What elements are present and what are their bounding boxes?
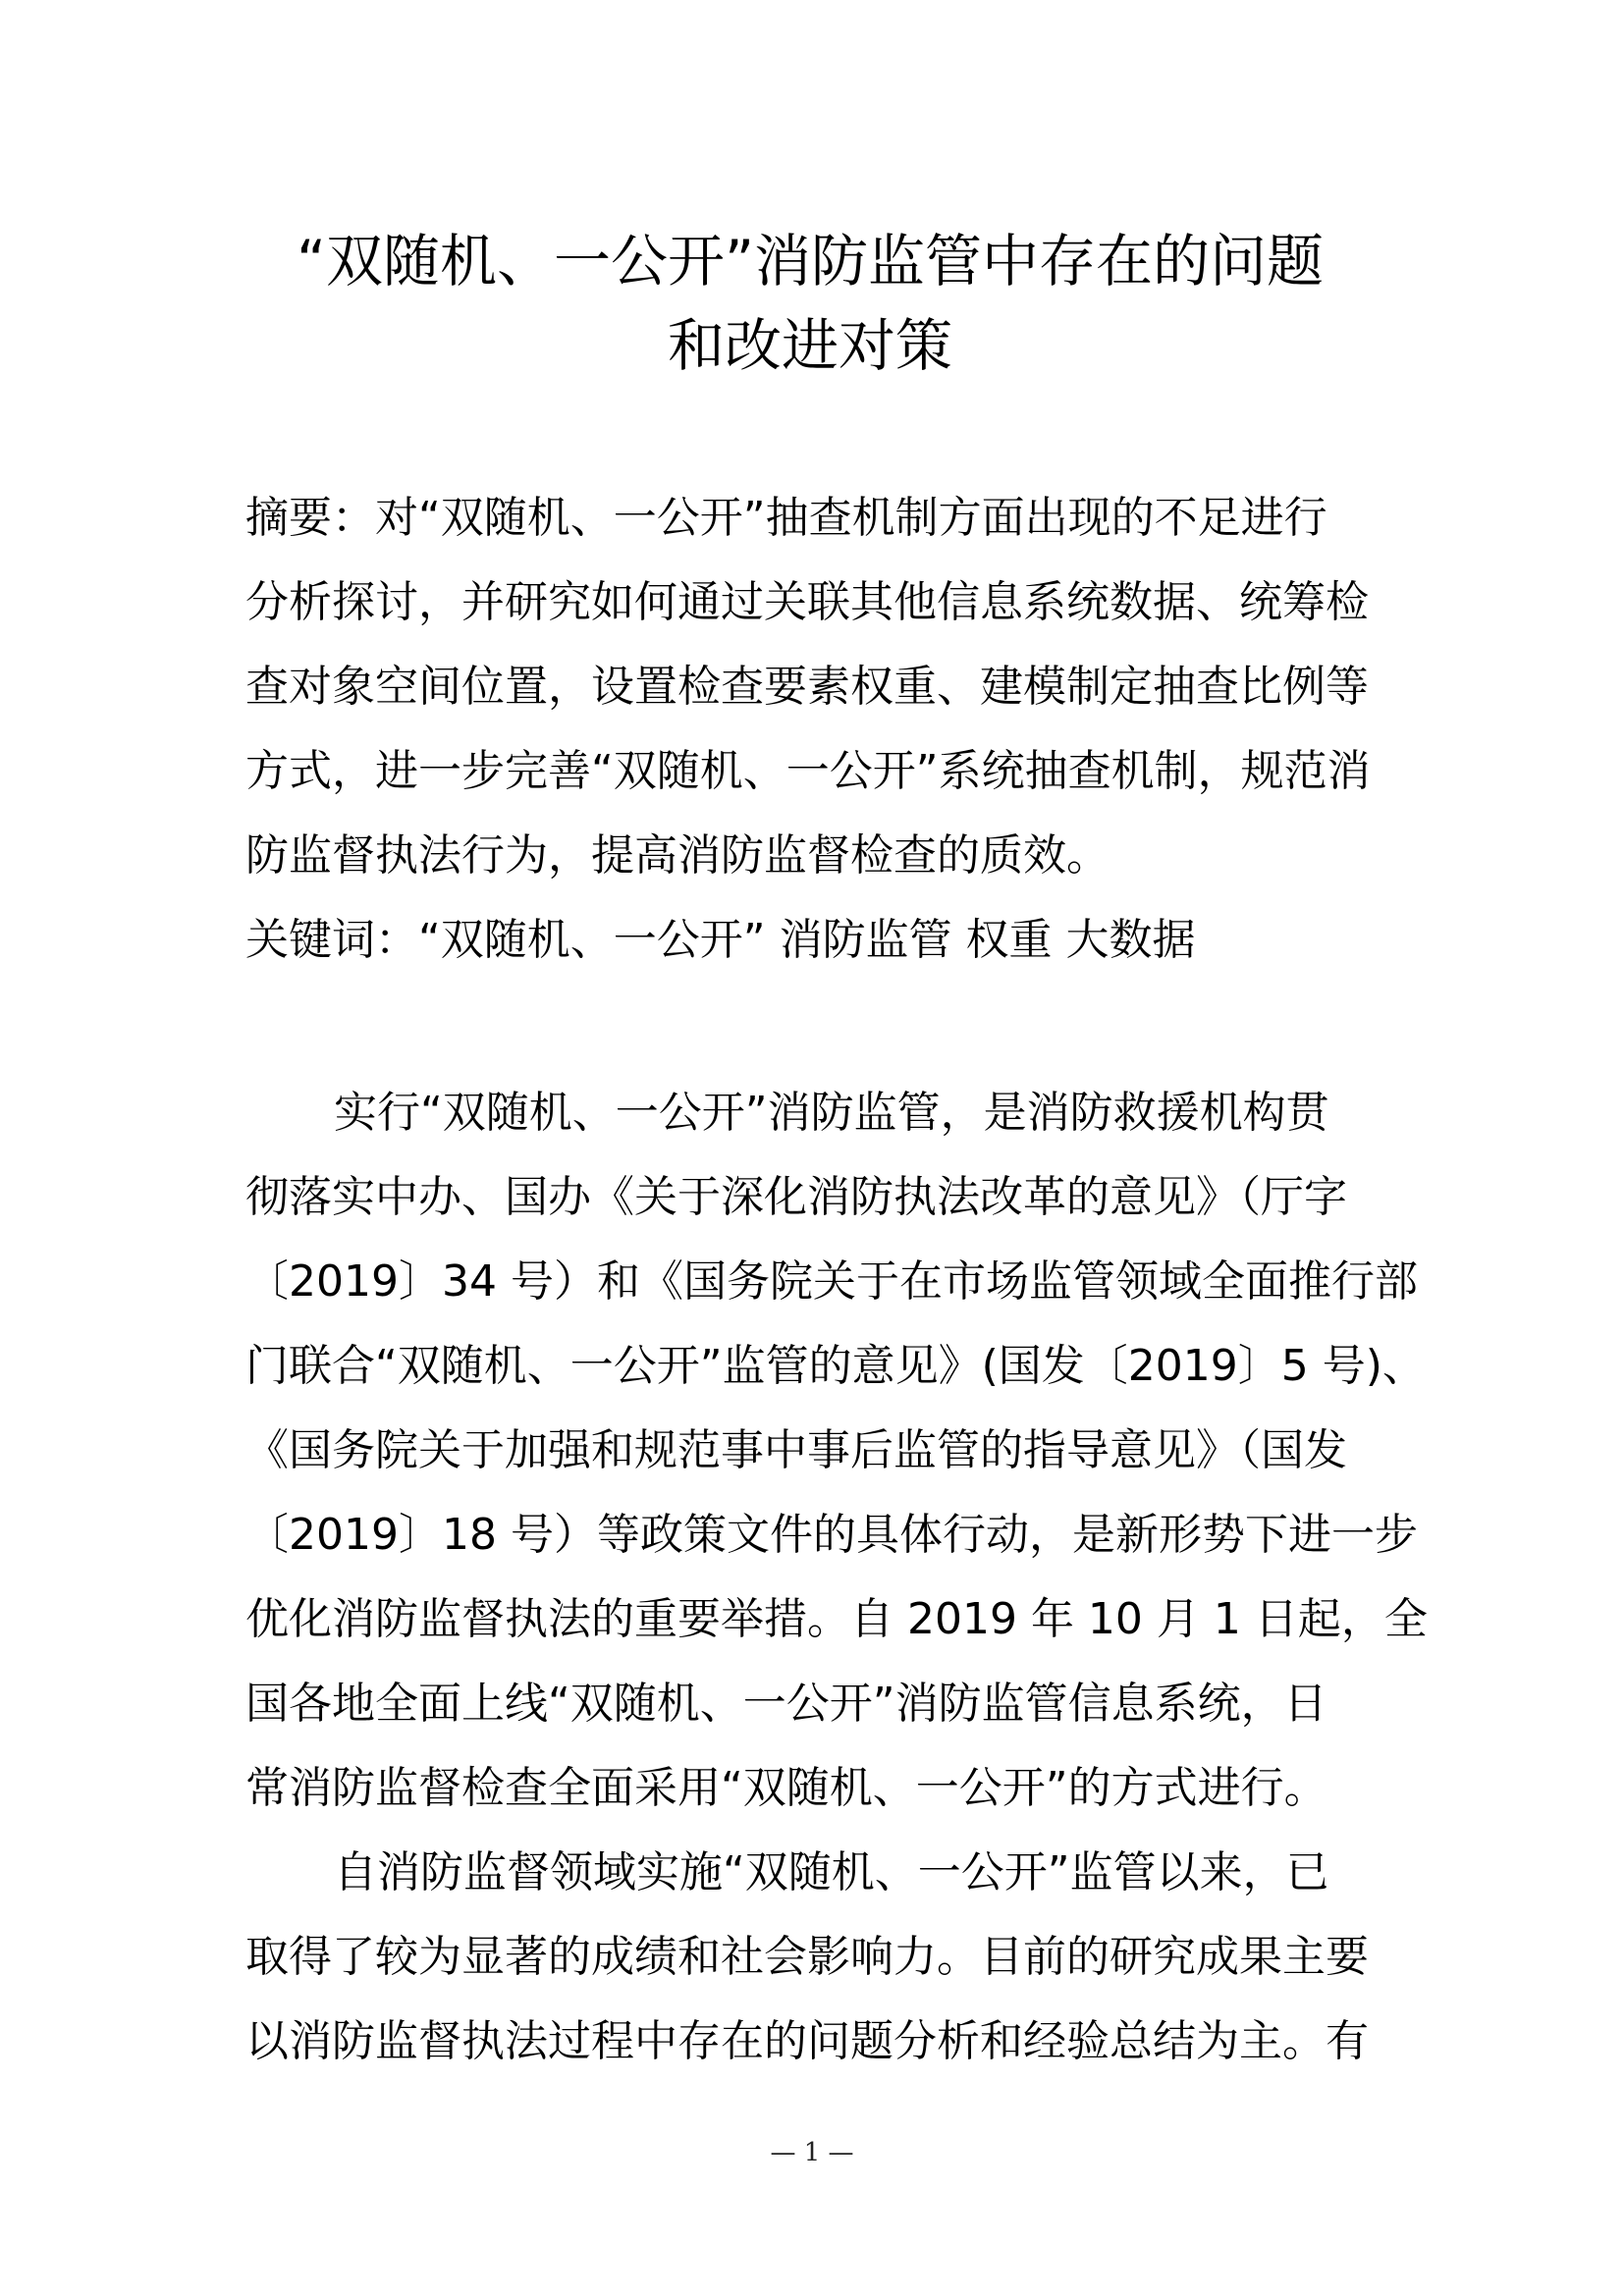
abstract-line: 摘要：对“双随机、一公开”抽查机制方面出现的不足进行 (245, 493, 1327, 543)
body-paragraph-line: 《国务院关于加强和规范事中事后监管的指导意见》（国发 (245, 1425, 1347, 1475)
body-paragraph-line: 取得了较为显著的成绩和社会影响力。目前的研究成果主要 (245, 1932, 1369, 1982)
keywords-line: 关键词：“双随机、一公开” 消防监管 权重 大数据 (245, 915, 1196, 965)
abstract-line: 查对象空间位置，设置检查要素权重、建模制定抽查比例等 (245, 662, 1369, 712)
body-paragraph-line: 优化消防监督执法的重要举措。自 2019 年 10 月 1 日起，全 (245, 1594, 1428, 1644)
abstract-line: 防监督执法行为，提高消防监督检查的质效。 (245, 830, 1110, 881)
body-paragraph-line: 自消防监督领域实施“双随机、一公开”监管以来，已 (334, 1847, 1329, 1897)
abstract-line: 方式，进一步完善“双随机、一公开”系统抽查机制，规范消 (245, 746, 1371, 796)
document-title-line-2: 和改进对策 (667, 312, 952, 379)
page-number: — 1 — (770, 2138, 854, 2167)
body-paragraph-line: 国各地全面上线“双随机、一公开”消防监管信息系统，日 (245, 1679, 1327, 1729)
body-paragraph-line: 实行“双随机、一公开”消防监管，是消防救援机构贯 (334, 1088, 1329, 1138)
document-title-line-1: “双随机、一公开”消防监管中存在的问题 (296, 228, 1325, 294)
abstract-line: 分析探讨，并研究如何通过关联其他信息系统数据、统筹检 (245, 577, 1369, 627)
body-paragraph-line: 门联合“双随机、一公开”监管的意见》(国发〔2019〕5 号)、 (245, 1341, 1426, 1391)
body-paragraph-line: 彻落实中办、国办《关于深化消防执法改革的意见》（厅字 (245, 1172, 1347, 1222)
body-paragraph-line: 常消防监督检查全面采用“双随机、一公开”的方式进行。 (245, 1763, 1327, 1813)
body-paragraph-line: 以消防监督执法过程中存在的问题分析和经验总结为主。有 (245, 2016, 1369, 2066)
body-paragraph-line: 〔2019〕34 号）和《国务院关于在市场监管领域全面推行部 (245, 1256, 1418, 1307)
body-paragraph-line: 〔2019〕18 号）等政策文件的具体行动，是新形势下进一步 (245, 1510, 1418, 1560)
